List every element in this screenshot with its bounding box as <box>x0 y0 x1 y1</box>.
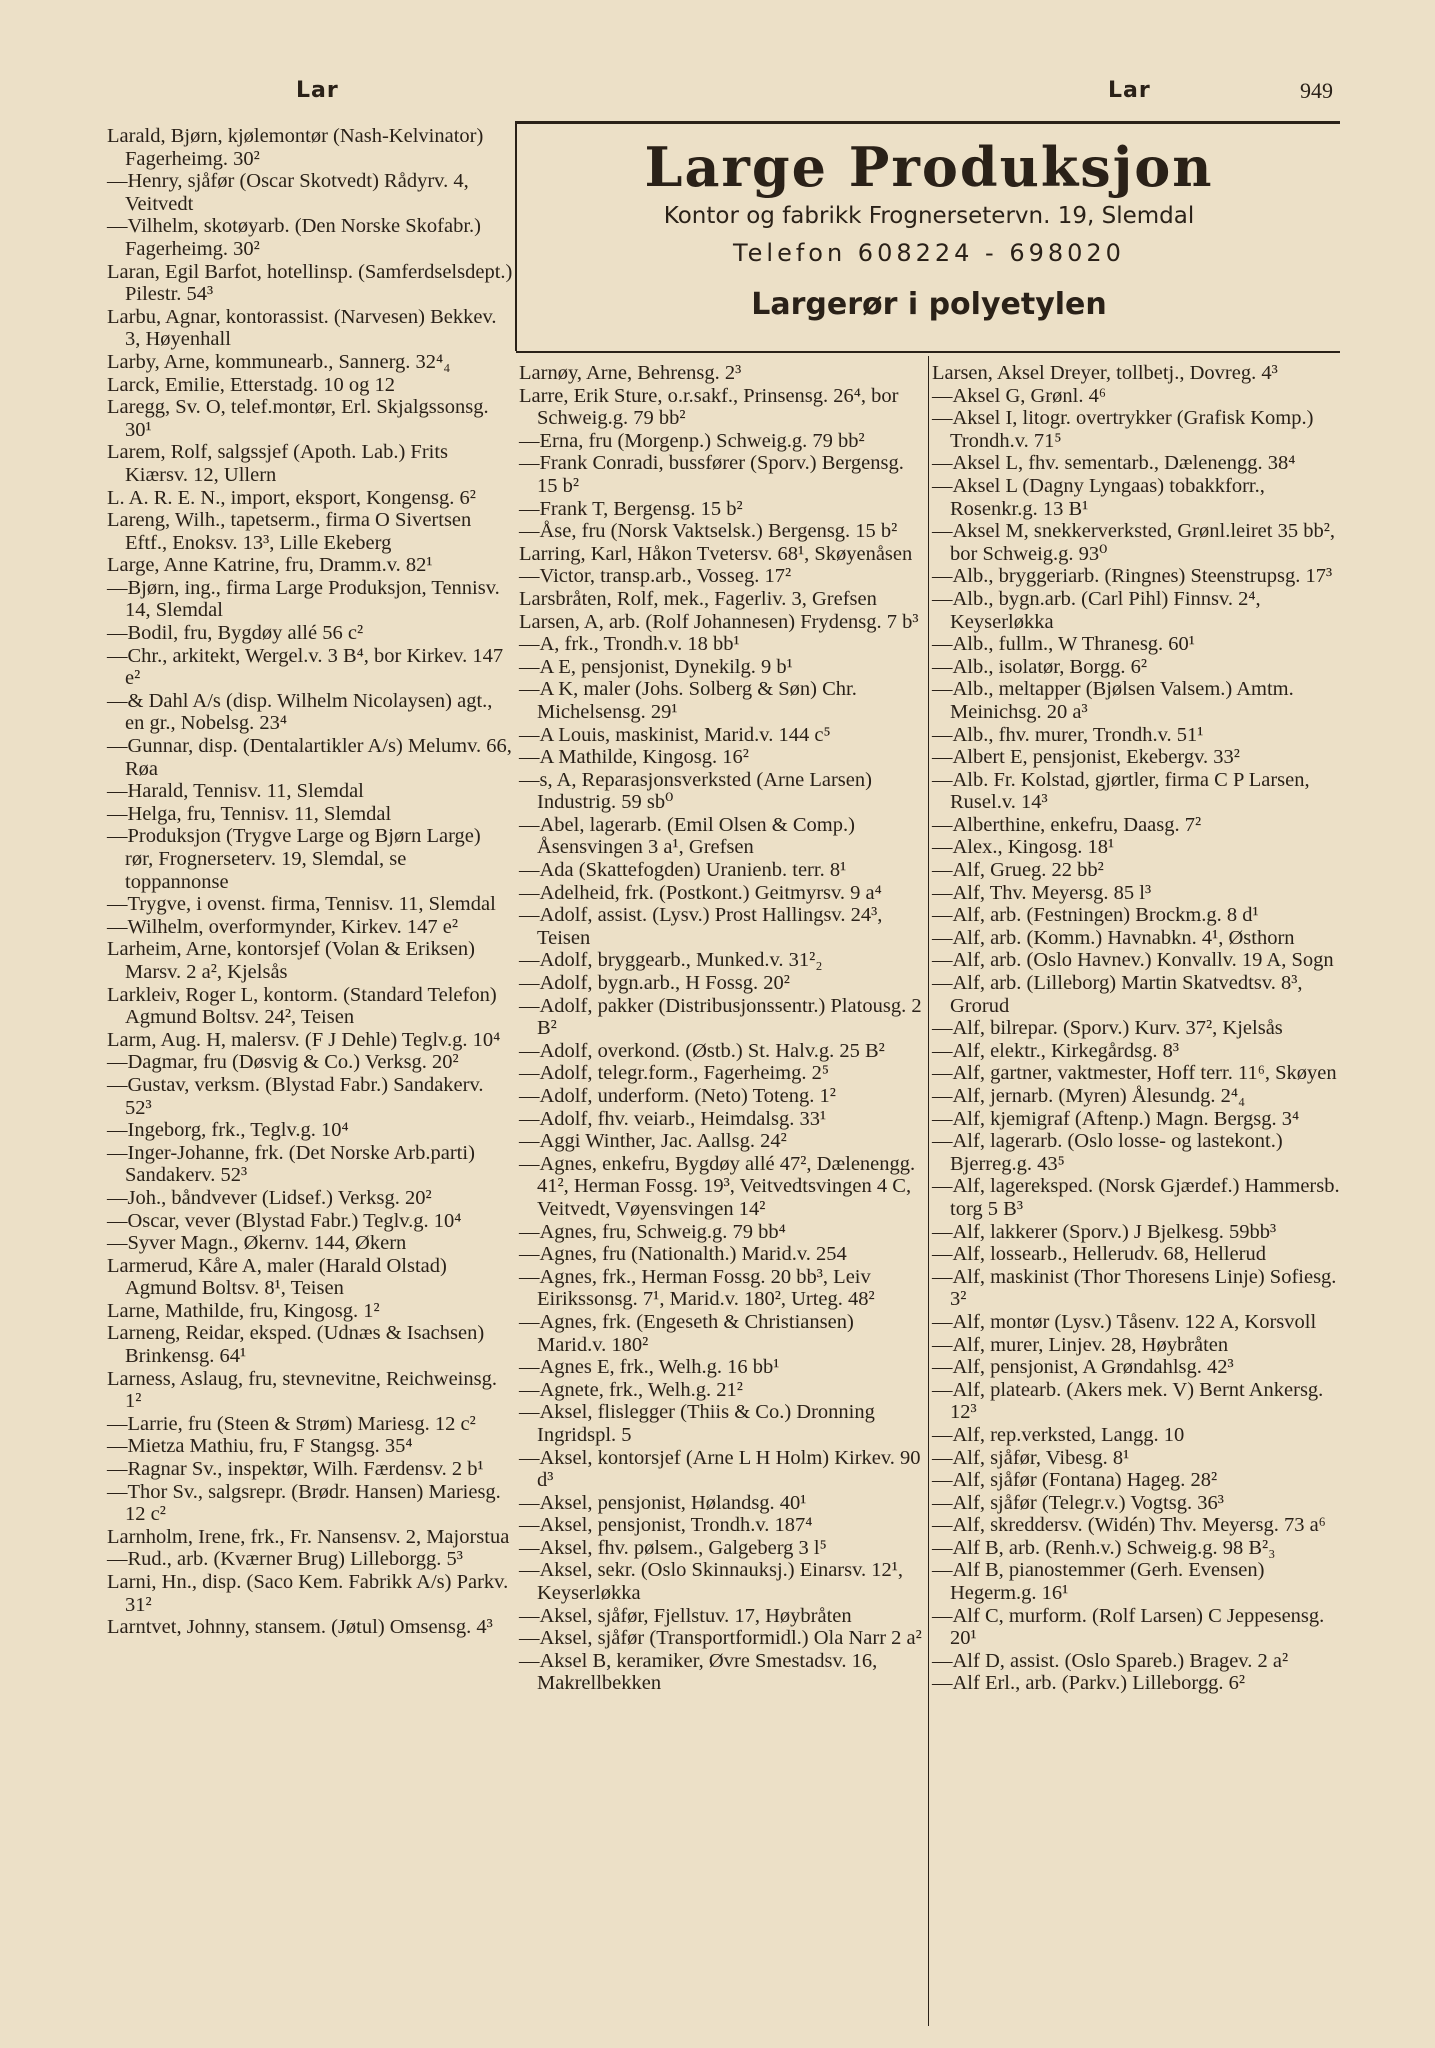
directory-entry: —Aksel, sekr. (Oslo Skinnauksj.) Einarsv. 12¹, Keyserløkka <box>519 1559 904 1605</box>
directory-entry: —Rud., arb. (Kværner Brug) Lilleborgg. 5³ <box>107 1548 463 1571</box>
directory-entry: —Alb., fhv. murer, Trondh.v. 51¹ <box>932 723 1204 746</box>
directory-entry: —Aksel, pensjonist, Hølandsg. 40¹ <box>519 1491 807 1514</box>
top-advertisement <box>518 127 1340 322</box>
directory-entry: —s, A, Reparasjonsverksted (Arne Larsen) Industrig. 59 sb⁰ <box>519 768 872 814</box>
directory-entry: —Agnes, fru (Nationalth.) Marid.v. 254 <box>519 1243 847 1266</box>
directory-entry: Larck, Emilie, Etterstadg. 10 og 12 <box>107 373 396 396</box>
header-left-word: Lar <box>296 78 339 103</box>
directory-entry: —Alf, bilrepar. (Sporv.) Kurv. 37², Kjelsås <box>932 1017 1283 1040</box>
directory-entry: Large, Anne Katrine, fru, Dramm.v. 82¹ <box>107 554 433 577</box>
directory-entry: —A Mathilde, Kingosg. 16² <box>519 746 749 769</box>
directory-entry: —Agnes, fru, Schweig.g. 79 bb⁴ <box>519 1220 786 1243</box>
directory-entry: —Aksel M, snekkerverksted, Grønl.leiret 35 bb², bor Schweig.g. 93⁰ <box>932 520 1335 565</box>
directory-entry: —Erna, fru (Morgenp.) Schweig.g. 79 bb² <box>519 429 865 452</box>
ad-title: Large Produksjon <box>644 135 1214 199</box>
directory-entry: —Wilhelm, overformynder, Kirkev. 147 e² <box>107 915 459 938</box>
directory-entry: —Alf, kjemigraf (Aftenp.) Magn. Bergsg. 3⁴ <box>932 1107 1300 1130</box>
directory-entry: —Alf B, arb. (Renh.v.) Schweig.g. 98 B²₃ <box>932 1536 1276 1559</box>
directory-entry: —Aksel B, keramiker, Øvre Smestadsv. 16, Makrellbekken <box>519 1649 878 1695</box>
directory-entry: —Frank T, Bergensg. 15 b² <box>519 497 743 520</box>
directory-entry: —Victor, transp.arb., Vosseg. 17² <box>519 565 792 588</box>
directory-entry: Larnholm, Irene, frk., Fr. Nansensv. 2, Majorstua <box>107 1525 510 1548</box>
directory-entry: —Frank Conradi, bussfører (Sporv.) Bergensg. 15 b² <box>519 452 904 497</box>
directory-entry: —Aksel, kontorsjef (Arne L H Holm) Kirkev. 90 d³ <box>519 1446 921 1492</box>
directory-entry: —Aksel, sjåfør (Transportformidl.) Ola Narr 2 a² <box>519 1627 922 1650</box>
directory-entry: —Alf, lagerarb. (Oslo losse- og lastekont.) Bjerreg.g. 43⁵ <box>932 1130 1283 1175</box>
directory-entry: Larni, Hn., disp. (Saco Kem. Fabrikk A/s) Parkv. 31² <box>107 1571 509 1616</box>
directory-entry: —Oscar, vever (Blystad Fabr.) Teglv.g. 10⁴ <box>107 1209 462 1232</box>
directory-entry: —Henry, sjåfør (Oscar Skotvedt) Rådyrv. 4, Veitvedt <box>107 170 469 215</box>
directory-entry: —Bodil, fru, Bygdøy allé 56 c² <box>107 622 364 645</box>
directory-entry: Larmerud, Kåre A, maler (Harald Olstad) Agmund Boltsv. 8¹, Teisen <box>107 1254 447 1300</box>
directory-entry: —Trygve, i ovenst. firma, Tennisv. 11, Slemdal <box>107 893 496 916</box>
directory-entry: —Alberthine, enkefru, Daasg. 7² <box>932 813 1202 836</box>
directory-entry: —Alb., bryggeriarb. (Ringnes) Steenstrupsg. 17³ <box>932 565 1333 588</box>
directory-entry: —Adolf, telegr.form., Fagerheimg. 2⁵ <box>519 1062 830 1085</box>
directory-entry: Larem, Rolf, salgssjef (Apoth. Lab.) Frits Kiærsv. 12, Ullern <box>107 441 449 486</box>
directory-entry: —Alb., fullm., W Thranesg. 60¹ <box>932 633 1195 656</box>
directory-entry: —Alf C, murform. (Rolf Larsen) C Jeppesensg. 20¹ <box>932 1604 1325 1650</box>
directory-entry: —Alf, maskinist (Thor Thoresens Linje) Sofiesg. 3² <box>932 1265 1337 1311</box>
directory-entry: —Albert E, pensjonist, Ekebergv. 33² <box>932 746 1240 769</box>
ad-address: Kontor og fabrikk Frognersetervn. 19, Slemdal <box>663 203 1195 229</box>
directory-entry: —Adolf, assist. (Lysv.) Prost Hallingsv. 24³, Teisen <box>519 904 883 949</box>
directory-entry: —Thor Sv., salgsrepr. (Brødr. Hansen) Mariesg. 12 c² <box>107 1480 501 1526</box>
directory-entry: —Alf, Grueg. 22 bb² <box>932 859 1104 882</box>
column-divider-right <box>928 356 929 2026</box>
directory-entry: —Alf, arb. (Festningen) Brockm.g. 8 d¹ <box>932 904 1259 927</box>
directory-entry: —Joh., båndvever (Lidsef.) Verksg. 20² <box>107 1186 432 1209</box>
directory-entry: —Alf, sjåfør (Telegr.v.) Vogtsg. 36³ <box>932 1491 1224 1514</box>
directory-entry: —Agnes E, frk., Welh.g. 16 bb¹ <box>519 1356 780 1379</box>
directory-entry: Larneng, Reidar, eksped. (Udnæs & Isachsen) Brinkensg. 64¹ <box>107 1322 485 1368</box>
directory-entry: —Alf B, pianostemmer (Gerh. Evensen) Hegerm.g. 16¹ <box>932 1559 1265 1605</box>
directory-entry: Larsbråten, Rolf, mek., Fagerliv. 3, Grefsen <box>519 587 877 610</box>
directory-entry: Larheim, Arne, kontorsjef (Volan & Eriksen) Marsv. 2 a², Kjelsås <box>107 938 475 983</box>
directory-entry: —Chr., arkitekt, Wergel.v. 3 B⁴, bor Kirkev. 147 e² <box>107 644 504 690</box>
directory-entry: —Ada (Skattefogden) Uranienb. terr. 8¹ <box>519 859 847 882</box>
directory-entry: —Alf, lakkerer (Sporv.) J Bjelkesg. 59bb³ <box>932 1220 1277 1243</box>
ad-left-rule <box>515 121 517 351</box>
directory-entry: Lareng, Wilh., tapetserm., firma O Sivertsen Eftf., Enoksv. 13³, Lille Ekeberg <box>107 509 472 554</box>
directory-entry: —Ingeborg, frk., Teglv.g. 10⁴ <box>107 1119 349 1142</box>
directory-entry: —Alb., bygn.arb. (Carl Pihl) Finnsv. 2⁴, Keyserløkka <box>932 587 1261 633</box>
directory-entry: —Alb., isolatør, Borgg. 6² <box>932 655 1148 678</box>
directory-entry: —Aggi Winther, Jac. Aallsg. 24² <box>519 1130 787 1153</box>
directory-entry: —Ragnar Sv., inspektør, Wilh. Færdensv. 2 b¹ <box>107 1458 484 1481</box>
directory-entry: Larald, Bjørn, kjølemontør (Nash-Kelvinator) Fagerheimg. 30² <box>107 125 484 170</box>
header-right-word: Lar <box>1108 78 1151 103</box>
directory-entry: —Agnes, frk., Herman Fossg. 20 bb³, Leiv Eirikssonsg. 7¹, Marid.v. 180², Urteg. 48² <box>519 1265 875 1311</box>
directory-entry: —Larrie, fru (Steen & Strøm) Mariesg. 12 c² <box>107 1412 476 1435</box>
directory-entry: —Aksel L, fhv. sementarb., Dælenengg. 38⁴ <box>932 452 1296 475</box>
directory-entry: —Bjørn, ing., firma Large Produksjon, Tennisv. 14, Slemdal <box>107 576 500 622</box>
directory-entry: —Alf, jernarb. (Myren) Ålesundg. 2⁴₄ <box>932 1085 1246 1107</box>
ad-bottom-rule <box>516 351 1340 353</box>
directory-entry: —Aksel, flislegger (Thiis & Co.) Dronning Ingridspl. 5 <box>519 1401 875 1446</box>
directory-entry: —Syver Magn., Økernv. 144, Økern <box>107 1232 407 1255</box>
directory-entry: —Agnes, enkefru, Bygdøy allé 47², Dælenengg. 41², Herman Fossg. 19³, Veitvedtsvingen 4 C, Veitvedt, Vøyensvingen 14² <box>519 1152 916 1220</box>
directory-entry: —Agnete, frk., Welh.g. 21² <box>519 1378 743 1401</box>
directory-entry: Laregg, Sv. O, telef.montør, Erl. Skjalgssonsg. 30¹ <box>107 396 489 441</box>
directory-entry: —Gunnar, disp. (Dentalartikler A/s) Melumv. 66, Røa <box>107 735 512 780</box>
directory-entry: Larby, Arne, kommunearb., Sannerg. 32⁴₄ <box>107 350 451 373</box>
directory-entry: —Dagmar, fru (Døsvig & Co.) Verksg. 20² <box>107 1051 459 1074</box>
directory-entry: —Helga, fru, Tennisv. 11, Slemdal <box>107 802 392 825</box>
directory-entry: Larntvet, Johnny, stansem. (Jøtul) Omsensg. 4³ <box>107 1616 493 1639</box>
directory-entry: —Abel, lagerarb. (Emil Olsen & Comp.) Åsensvingen 3 a¹, Grefsen <box>519 813 855 859</box>
directory-entry: —Aksel, sjåfør, Fjellstuv. 17, Høybråten <box>519 1604 852 1627</box>
ad-telephone: Telefon 608224 - 698020 <box>733 239 1125 267</box>
directory-entry: —Alf, skreddersv. (Widén) Thv. Meyersg. 73 a⁶ <box>932 1514 1326 1537</box>
directory-entry: —& Dahl A/s (disp. Wilhelm Nicolaysen) agt., en gr., Nobelsg. 23⁴ <box>107 689 493 735</box>
directory-entry: —A E, pensjonist, Dynekilg. 9 b¹ <box>519 655 793 678</box>
directory-entry: —Alf, sjåfør (Fontana) Hageg. 28² <box>932 1469 1218 1492</box>
directory-entry: —Adolf, underform. (Neto) Toteng. 1² <box>519 1085 836 1107</box>
directory-entry: Larbu, Agnar, kontorassist. (Narvesen) Bekkev. 3, Høyenhall <box>107 305 497 351</box>
directory-entry: —A, frk., Trondh.v. 18 bb¹ <box>519 633 740 656</box>
directory-entry: —Adolf, fhv. veiarb., Heimdalsg. 33¹ <box>519 1107 827 1130</box>
directory-entry: Larness, Aslaug, fru, stevnevitne, Reichweinsg. 1² <box>107 1367 497 1413</box>
directory-entry: Larm, Aug. H, malersv. (F J Dehle) Teglv.g. 10⁴ <box>107 1028 501 1051</box>
directory-entry: —Aksel G, Grønl. 4⁶ <box>932 384 1106 407</box>
directory-entry: —Alf, montør (Lysv.) Tåsenv. 122 A, Korsvoll <box>932 1310 1317 1333</box>
directory-entry: —Alf D, assist. (Oslo Spareb.) Bragev. 2 a² <box>932 1649 1289 1672</box>
directory-entry: —Adolf, bryggearb., Munked.v. 31²₂ <box>519 949 823 972</box>
directory-entry: —Alf, Thv. Meyersg. 85 l³ <box>932 881 1152 904</box>
directory-entry: Larsen, Aksel Dreyer, tollbetj., Dovreg. 4³ <box>932 362 1278 384</box>
directory-entry: —Alf, sjåfør, Vibesg. 8¹ <box>932 1446 1130 1469</box>
directory-entry: —Åse, fru (Norsk Vaktselsk.) Bergensg. 15 b² <box>519 520 898 543</box>
directory-entry: —Adelheid, frk. (Postkont.) Geitmyrsv. 9 a⁴ <box>519 881 882 904</box>
directory-entry: —Agnes, frk. (Engeseth & Christiansen) Marid.v. 180² <box>519 1310 854 1356</box>
directory-entry: —Adolf, pakker (Distribusjonssentr.) Platousg. 2 B² <box>519 994 922 1040</box>
directory-entry: —A K, maler (Johs. Solberg & Søn) Chr. Michelsensg. 29¹ <box>519 678 857 723</box>
directory-entry: L. A. R. E. N., import, eksport, Kongensg. 6² <box>107 486 476 509</box>
directory-entry: —Alf, murer, Linjev. 28, Høybråten <box>932 1333 1229 1356</box>
directory-entry: Larne, Mathilde, fru, Kingosg. 1² <box>107 1299 380 1322</box>
directory-entry: —Alb. Fr. Kolstad, gjørtler, firma C P Larsen, Rusel.v. 14³ <box>932 768 1310 814</box>
directory-entry: —Produksjon (Trygve Large og Bjørn Large) rør, Frognerseterv. 19, Slemdal, se toppannonse <box>107 825 481 893</box>
directory-entry: Larkleiv, Roger L, kontorm. (Standard Telefon) Agmund Boltsv. 24², Teisen <box>107 983 497 1029</box>
directory-entry: —Alex., Kingosg. 18¹ <box>932 836 1115 859</box>
directory-entry: Larring, Karl, Håkon Tvetersv. 68¹, Skøyenåsen <box>519 542 913 565</box>
directory-entry: —Alf, rep.verksted, Langg. 10 <box>932 1423 1185 1446</box>
ad-product: Largerør i polyetylen <box>751 287 1107 322</box>
directory-entry: —Alf, gartner, vaktmester, Hoff terr. 11⁶, Skøyen <box>932 1062 1337 1085</box>
directory-entry: —Alf, pensjonist, A Grøndahlsg. 42³ <box>932 1356 1234 1379</box>
directory-entry: —Alf, arb. (Oslo Havnev.) Konvallv. 19 A, Sogn <box>932 949 1334 972</box>
directory-entry: —Alb., meltapper (Bjølsen Valsem.) Amtm. Meinichsg. 20 a³ <box>932 678 1294 723</box>
directory-entry: Larre, Erik Sture, o.r.sakf., Prinsensg. 26⁴, bor Schweig.g. 79 bb² <box>519 384 899 430</box>
directory-entry: —Alf, lagereksped. (Norsk Gjærdef.) Hammersb. torg 5 B³ <box>932 1175 1340 1220</box>
page-number: 949 <box>1300 78 1333 103</box>
directory-entry: —Aksel, fhv. pølsem., Galgeberg 3 l⁵ <box>519 1536 827 1559</box>
directory-entry: —Adolf, bygn.arb., H Fossg. 20² <box>519 972 790 995</box>
directory-entry: —Mietza Mathiu, fru, F Stangsg. 35⁴ <box>107 1435 413 1458</box>
directory-entry: —Alf, arb. (Lilleborg) Martin Skatvedtsv. 8³, Grorud <box>932 972 1303 1017</box>
directory-entry: Larnøy, Arne, Behrensg. 2³ <box>519 362 742 384</box>
column-middle <box>519 362 924 1695</box>
directory-entry: Larsen, A, arb. (Rolf Johannesen) Frydensg. 7 b³ <box>519 610 919 633</box>
directory-entry: —Alf, platearb. (Akers mek. V) Bernt Ankersg. 12³ <box>932 1378 1324 1424</box>
directory-entry: —A Louis, maskinist, Marid.v. 144 c⁵ <box>519 723 831 746</box>
directory-entry: —Aksel L (Dagny Lyngaas) tobakkforr., Rosenkr.g. 13 B¹ <box>932 474 1265 520</box>
directory-entry: —Gustav, verksm. (Blystad Fabr.) Sandakerv. 52³ <box>107 1073 484 1119</box>
directory-entry: —Aksel I, litogr. overtrykker (Grafisk Komp.) Trondh.v. 71⁵ <box>932 407 1314 452</box>
directory-entry: —Vilhelm, skotøyarb. (Den Norske Skofabr.) Fagerheimg. 30² <box>107 215 481 260</box>
directory-entry: Laran, Egil Barfot, hotellinsp. (Samferdselsdept.) Pilestr. 54³ <box>107 260 513 306</box>
directory-entry: —Adolf, overkond. (Østb.) St. Halv.g. 25 B² <box>519 1039 885 1062</box>
directory-entry: —Alf Erl., arb. (Parkv.) Lilleborgg. 6² <box>932 1672 1246 1695</box>
directory-entry: —Aksel, pensjonist, Trondh.v. 187⁴ <box>519 1514 813 1537</box>
directory-entry: —Harald, Tennisv. 11, Slemdal <box>107 780 364 803</box>
directory-entry: —Alf, elektr., Kirkegårdsg. 8³ <box>932 1039 1179 1062</box>
directory-entry: —Inger-Johanne, frk. (Det Norske Arb.parti) Sandakerv. 52³ <box>107 1141 475 1187</box>
directory-entry: —Alf, arb. (Komm.) Havnabkn. 4¹, Østhorn <box>932 926 1295 949</box>
ad-top-rule <box>516 121 1340 124</box>
directory-entry: —Alf, lossearb., Hellerudv. 68, Hellerud <box>932 1243 1266 1266</box>
column-right <box>932 362 1340 1695</box>
column-left <box>107 125 513 1639</box>
